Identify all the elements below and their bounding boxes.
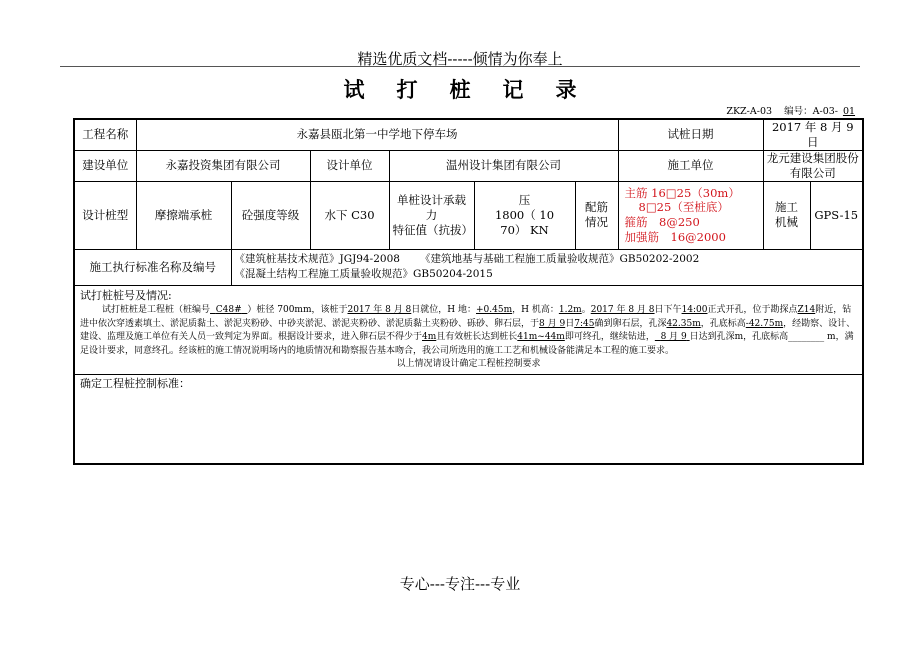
standard-item: 《建筑桩基技术规范》JGJ94-2008 [234,253,400,266]
rebar-details [618,181,763,249]
capacity-value-line: 1800（ 10 [494,207,555,222]
desc-text: 。 [581,305,591,316]
number-label: 编号：A-03- [784,106,838,117]
ground-elevation: +0.45m [476,305,513,316]
desc-text: 日下午 [654,305,682,316]
desc-text: 日达到孔深 [689,332,735,343]
standard-item: 《混凝土结构工程施工质量验收规范》GB50204-2015 [234,268,493,281]
desc-text: 即可终孔，继续钻进， [564,332,655,343]
test-date-value: 2017 年 8 月 9 日 [763,119,863,150]
project-name-label: 工程名称 [74,119,136,150]
description-body [80,304,857,358]
bottom-elevation: -42.75m [745,318,784,329]
rebar-line: 加强筋 16@2000 [624,230,726,245]
title-char: 记 [502,77,524,102]
form-code-id: ZKZ-A-03 [726,106,773,117]
pile-number: C48# [215,305,242,316]
test-date-label: 试桩日期 [618,119,763,150]
description-closing: 以上情况请设计确定工程桩控制要求 [396,359,541,370]
rock-date: 8 月 9 [539,318,566,329]
capacity-value-line: 压 [518,192,531,207]
title-char: 试 [343,77,365,102]
desc-text: ）桩径 700mm，该桩于 [247,305,348,316]
title-char: 桩 [449,77,471,102]
pile-type-label: 设计桩型 [74,181,136,249]
machine-label-line: 施工 [775,200,798,215]
desc-text: m，孔底标高________ m，满足设计要求，同意终孔。经该桩的施工情况说明场内的地质情况和勘察报告基本吻合，我公司所选用的施工工艺和机械设备能满足本工程的施工要求。 [80,332,854,356]
desc-text: ，孔底标高 [700,318,746,329]
designer-value: 温州设计集团有限公司 [389,150,618,181]
pile-record-table [73,118,864,465]
pile-description [74,285,863,374]
title-char: 打 [396,77,418,102]
contractor-value: 龙元建设集团股份有限公司 [763,150,863,181]
final-date: 8 月 9 [660,332,687,343]
form-code [690,103,860,117]
builder-label: 建设单位 [74,150,136,181]
control-standard-label: 确定工程桩控制标准： [80,376,190,390]
position-date: 2017 年 8 月 8 [347,305,412,316]
desc-text: ，H 机高： [512,305,559,316]
desc-text: 日就位，H 地： [411,305,477,316]
description-heading: 试打桩桩号及情况: [80,288,172,302]
machine-label [763,181,810,249]
document-title [0,74,920,104]
rebar-line: 8□25（至桩底） [638,200,729,215]
capacity-value-line: 70） KN [500,222,549,237]
rebar-label-line: 配筋 [585,200,608,215]
desc-text: 试打桩桩是工程桩（桩编号 [102,305,211,316]
hole-depth: 42.35m [666,318,701,329]
survey-point: Z14 [797,305,816,316]
grade-label: 砼强度等级 [231,181,310,249]
start-time: 14:00 [681,305,708,316]
pile-type-value: 摩擦端承桩 [136,181,231,249]
control-standard [74,374,863,464]
start-date: 2017 年 8 月 8 [590,305,655,316]
desc-text: ，经勘察、设计、建设、监理及施工单位有关人员一致判定为界面。根据设计要求，进入卵石层不得少于 [80,318,856,343]
standards-line [235,267,860,282]
rebar-line: 箍筋 8@250 [624,215,700,230]
title-char: 录 [555,77,577,102]
desc-text: 日 [565,318,575,329]
contractor-label: 施工单位 [618,150,763,181]
rock-entry-depth: 4m [422,332,437,343]
builder-value: 永嘉投资集团有限公司 [136,150,310,181]
standard-item: 《建筑地基与基础工程施工质量验收规范》GB50202-2002 [419,253,700,266]
desc-text: 确到卵石层，孔深 [594,318,667,329]
rock-time: 7:45 [574,318,595,329]
desc-text: 且有效桩长达到桩长 [436,332,518,343]
page-footer: 专心---专注---专业 [399,575,521,593]
capacity-label-line: 特征值（抗拔） [392,222,473,237]
rebar-label-line: 情况 [585,215,608,230]
capacity-label [389,181,474,249]
pile-length: 41m~44m [517,332,565,343]
grade-value: 水下 C30 [310,181,389,249]
standards-line [235,252,860,267]
desc-text: 附近，钻进中依次穿透素填土、淤泥质黏土、淤泥夹粉砂、中砂夹淤泥、淤泥夹粉砂、淤泥质黏土夹粉砂、砾砂、卵石层，于 [80,305,852,329]
capacity-label-line: 单桩设计承载力 [397,192,466,222]
page-banner: 精选优质文档-----倾情为你奉上 [357,50,563,68]
project-name-value: 永嘉县瓯北第一中学地下停车场 [136,119,618,150]
desc-text: 正式开孔，位于勘探点 [707,305,798,316]
designer-label: 设计单位 [310,150,389,181]
machine-height: 1.2m [558,305,582,316]
capacity-value [474,181,575,249]
machine-label-line: 机械 [775,215,798,230]
number-value: 01 [842,106,856,117]
standards-label: 施工执行标准名称及编号 [74,249,231,285]
header-rule [60,66,860,67]
rebar-line: 主筋 16□25（30m） [624,185,740,200]
machine-value: GPS-15 [810,181,863,249]
rebar-label [575,181,618,249]
standards-value [231,249,863,285]
